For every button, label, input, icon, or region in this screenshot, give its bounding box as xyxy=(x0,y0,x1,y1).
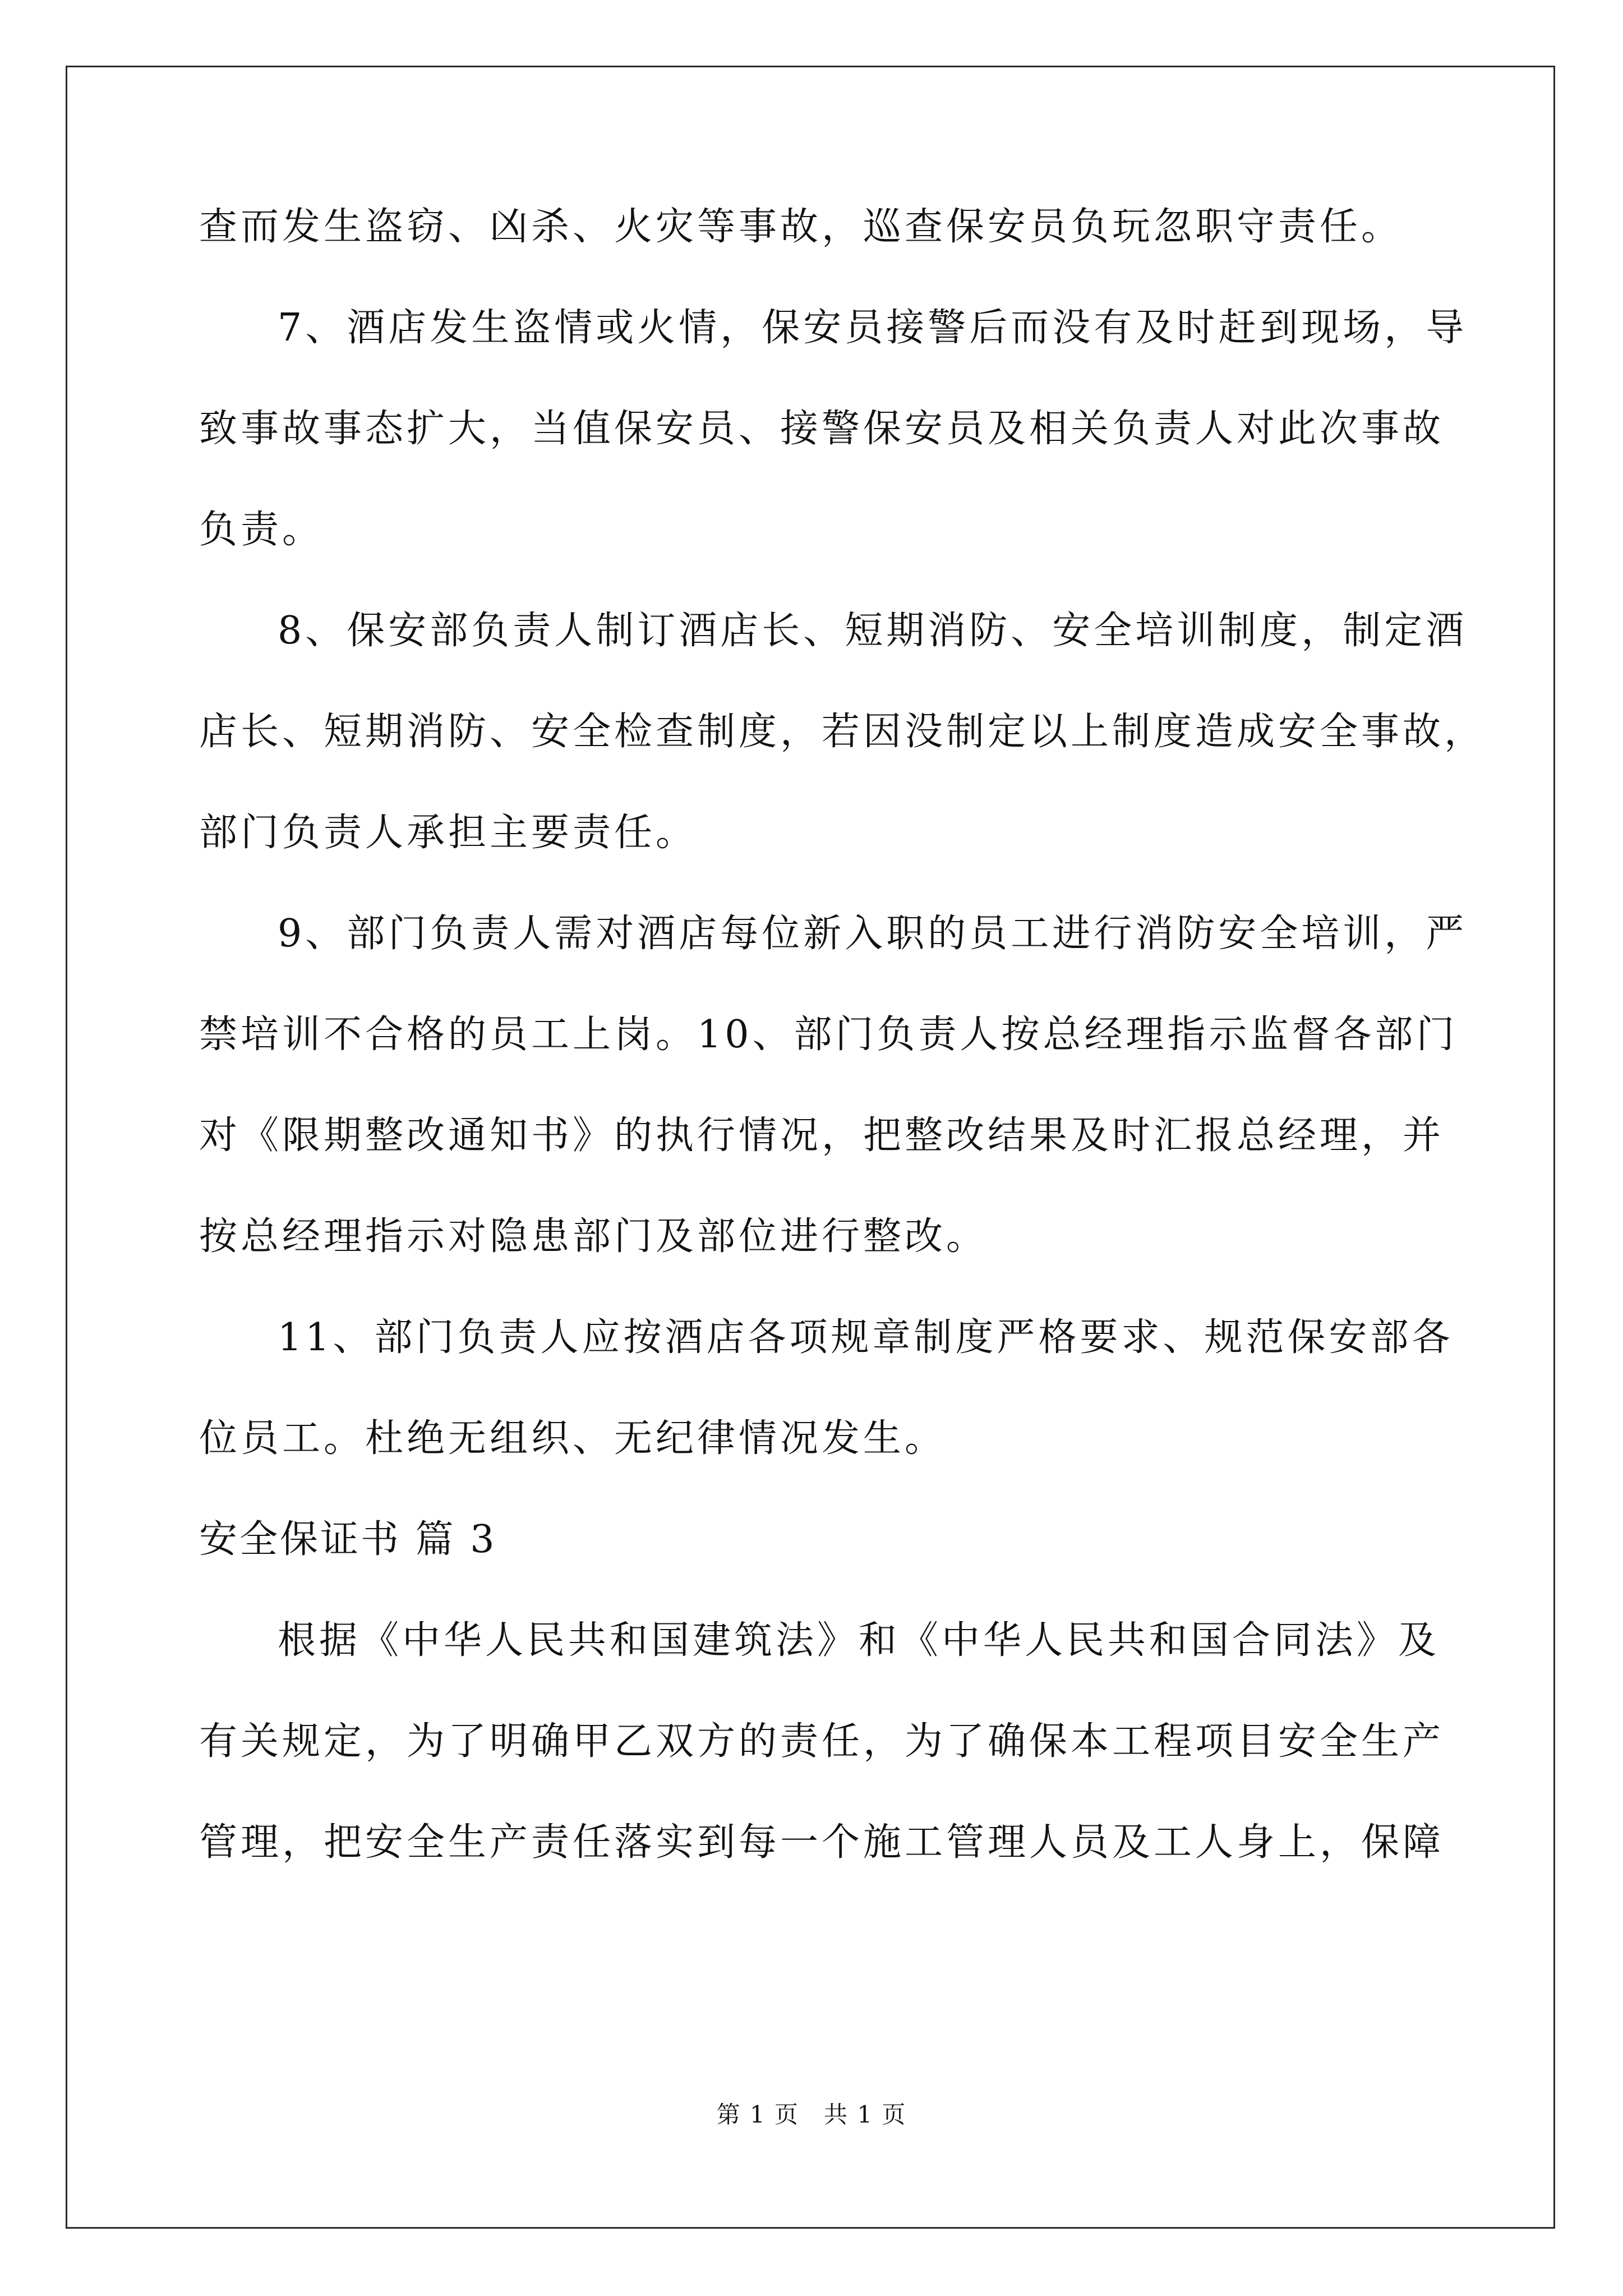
paragraph-line: 11、部门负责人应按酒店各项规章制度严格要求、规范保安部各 xyxy=(278,1315,1454,1360)
paragraph-line: 9、部门负责人需对酒店每位新入职的员工进行消防安全培训，严 xyxy=(278,912,1468,956)
paragraph-line: 7、酒店发生盗情或火情，保安员接警后而没有及时赶到现场，导 xyxy=(278,306,1468,350)
paragraph-line: 根据《中华人民共和国建筑法》和《中华人民共和国合同法》及 xyxy=(278,1618,1440,1663)
paragraph-line: 禁培训不合格的员工上岗。10、部门负责人按总经理指示监督各部门 xyxy=(199,1013,1458,1057)
paragraph-line: 对《限期整改通知书》的执行情况，把整改结果及时汇报总经理，并 xyxy=(199,1114,1445,1158)
document-body xyxy=(199,202,1486,1918)
paragraph-line: 查而发生盗窃、凶杀、火灾等事故，巡查保安员负玩忽职守责任。 xyxy=(199,205,1403,249)
paragraph-line: 8、保安部负责人制订酒店长、短期消防、安全培训制度，制定酒 xyxy=(278,609,1468,653)
paragraph-line: 部门负责人承担主要责任。 xyxy=(199,811,698,855)
paragraph-line: 管理，把安全生产责任落实到每一个施工管理人员及工人身上，保障 xyxy=(199,1820,1445,1865)
paragraph-line: 有关规定，为了明确甲乙双方的责任，为了确保本工程项目安全生产 xyxy=(199,1719,1445,1764)
paragraph-line: 店长、短期消防、安全检查制度，若因没制定以上制度造成安全事故， xyxy=(199,710,1486,754)
paragraph-line: 按总经理指示对隐患部门及部位进行整改。 xyxy=(199,1214,988,1259)
paragraph-line: 位员工。杜绝无组织、无纪律情况发生。 xyxy=(199,1416,947,1461)
section-heading: 安全保证书 篇 3 xyxy=(199,1517,497,1562)
paragraph-line: 致事故事态扩大，当值保安员、接警保安员及相关负责人对此次事故 xyxy=(199,407,1445,451)
page-number-footer: 第 1 页 共 1 页 xyxy=(716,2101,907,2128)
paragraph-line: 负责。 xyxy=(199,508,324,552)
